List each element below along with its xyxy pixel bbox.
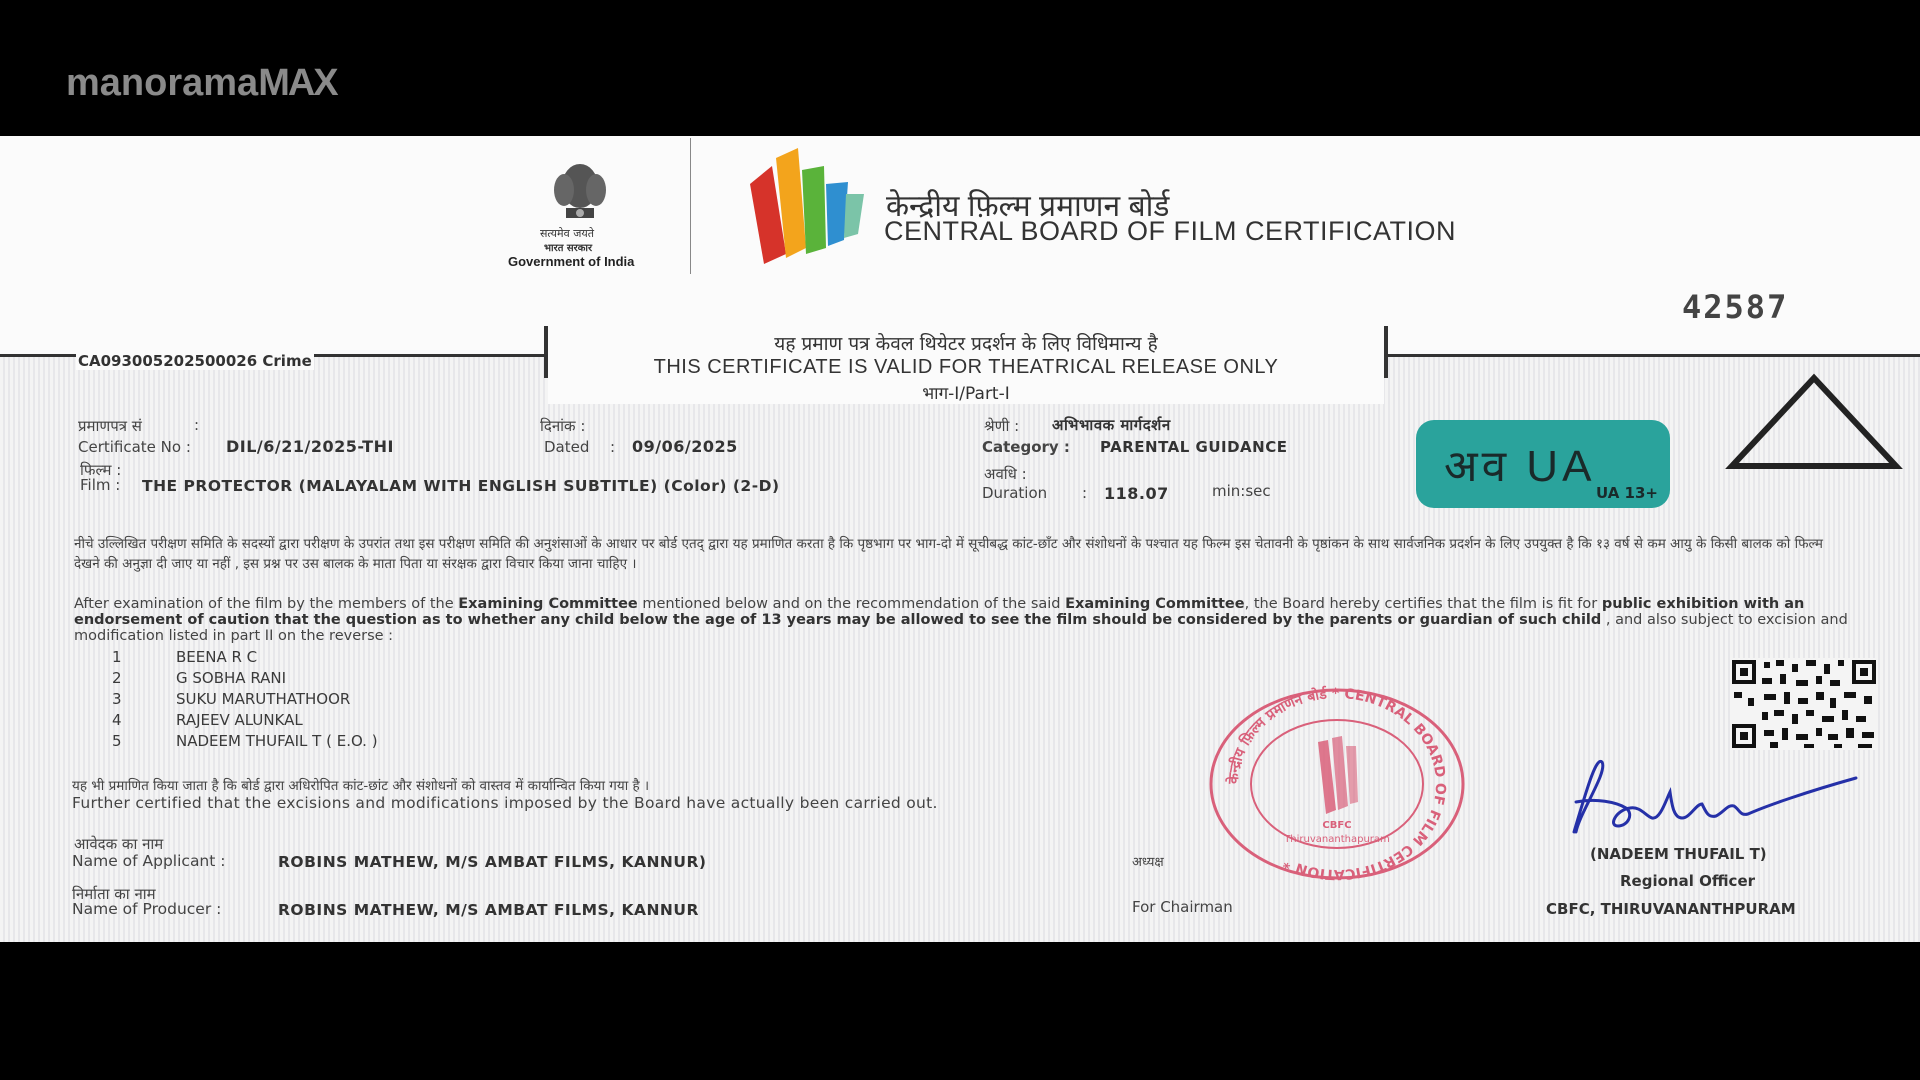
member-name: BEENA R C <box>176 648 258 666</box>
producer-label: Name of Producer : <box>72 900 222 918</box>
qr-code <box>1730 658 1878 750</box>
film-title: THE PROTECTOR (MALAYALAM WITH ENGLISH SUBTITLE) (Color) (2-D) <box>142 477 780 495</box>
watermark-brand: manorama <box>66 62 259 104</box>
category-hindi-label: श्रेणी : <box>984 417 1020 435</box>
validity-hindi: यह प्रमाण पत्र केवल थियेटर प्रदर्शन के लिए विधिमान्य है <box>774 333 1158 355</box>
date-value: 09/06/2025 <box>632 437 738 456</box>
rule-bracket-right <box>1384 326 1388 378</box>
member-name: G SOBHA RANI <box>176 669 287 687</box>
serial-number: 42587 <box>1682 288 1789 326</box>
date-colon: : <box>610 438 616 456</box>
officer-signature <box>1556 752 1866 836</box>
censor-certificate <box>0 136 1920 942</box>
category-value: PARENTAL GUIDANCE <box>1100 438 1288 456</box>
validity-part: भाग-I/Part-I <box>922 384 1010 404</box>
cert-text-part: After examination of the film by the members of the <box>74 596 459 612</box>
triangle-symbol-icon <box>1724 372 1904 472</box>
category-hindi-value: अभिभावक मार्गदर्शन <box>1052 416 1171 434</box>
chairman-hindi: अध्यक्ष <box>1132 855 1164 870</box>
duration-unit: min:sec <box>1212 482 1271 500</box>
rating-sub: UA 13+ <box>1596 484 1658 502</box>
film-label: Film : <box>80 476 121 494</box>
rating-main: अव UA <box>1444 442 1596 491</box>
cbfc-seal-stamp <box>1206 684 1468 884</box>
list-item <box>112 690 350 708</box>
validity-notice <box>548 322 1384 404</box>
member-number: 5 <box>112 732 122 750</box>
rating-badge <box>1416 420 1670 508</box>
cert-text-bold: Examining Committee <box>1065 596 1245 612</box>
cert-text-part: , the Board hereby certifies that the film is fit for <box>1244 596 1602 612</box>
watermark-suffix: MAX <box>258 62 337 104</box>
certification-text-english <box>74 596 1848 644</box>
emblem-motto: सत्यमेव जयते <box>540 227 595 240</box>
member-number: 3 <box>112 690 122 708</box>
cert-text-part: mentioned below and on the recommendation of the said <box>637 596 1066 612</box>
cert-no-hindi-label: प्रमाणपत्र सं <box>78 417 142 435</box>
duration-colon: : <box>1082 484 1088 502</box>
applicant-value: ROBINS MATHEW, M/S AMBAT FILMS, KANNUR) <box>278 853 707 871</box>
header-divider <box>690 138 691 274</box>
date-label: Dated <box>544 438 590 456</box>
duration-value: 118.07 <box>1104 484 1169 503</box>
board-name-english: CENTRAL BOARD OF FILM CERTIFICATION <box>884 216 1457 246</box>
reference-number: CA093005202500026 Crime <box>78 352 312 370</box>
signatory-role: Regional Officer <box>1620 872 1756 890</box>
category-label: Category : <box>982 438 1070 456</box>
further-cert-hindi: यह भी प्रमाणित किया जाता है कि बोर्ड द्वारा अधिरोपित कांट-छांट और संशोधनों को वास्तव में कार्यान्वित किया गया है । <box>72 778 650 794</box>
list-item <box>112 669 286 687</box>
duration-label: Duration <box>982 484 1048 502</box>
signatory-office: CBFC, THIRUVANANTHPURAM <box>1546 900 1796 918</box>
rule-right <box>1386 354 1920 357</box>
date-hindi-label: दिनांक : <box>540 417 586 435</box>
cert-text-bold: Examining Committee <box>458 596 638 612</box>
gov-hindi: भारत सरकार <box>544 243 593 254</box>
member-name: RAJEEV ALUNKAL <box>176 711 303 729</box>
cert-no-hindi-colon: : <box>194 416 200 434</box>
member-number: 4 <box>112 711 122 729</box>
manorama-max-watermark <box>66 62 337 105</box>
cert-no-label: Certificate No : <box>78 438 191 456</box>
cert-no-value: DIL/6/21/2025-THI <box>226 437 394 456</box>
film-hindi-label: फिल्म : <box>80 461 122 479</box>
producer-hindi-label: निर्माता का नाम <box>72 885 156 903</box>
board-name-hindi: केन्द्रीय फ़िल्म प्रमाणन बोर्ड <box>886 190 1170 223</box>
duration-hindi-label: अवधि : <box>984 465 1027 483</box>
cert-text-part: , and also subject to excision and modification listed in part II on the reverse : <box>74 612 1848 644</box>
cbfc-logo-icon <box>746 144 866 268</box>
signatory-name: (NADEEM THUFAIL T) <box>1590 845 1767 863</box>
list-item <box>112 732 378 750</box>
member-number: 1 <box>112 648 122 666</box>
applicant-label: Name of Applicant : <box>72 852 226 870</box>
producer-value: ROBINS MATHEW, M/S AMBAT FILMS, KANNUR <box>278 901 699 919</box>
cert-text-bold: public exhibition with an endorsement of caution that the question as to whether any child below the age of 13 years may be allowed to see the film should be considered by the parents or guardian of such child <box>74 596 1805 628</box>
gov-english: Government of India <box>508 254 635 269</box>
member-name: SUKU MARUTHATHOOR <box>176 690 351 708</box>
further-cert-english: Further certified that the excisions and modifications imposed by the Board have actually been carried out. <box>72 794 938 812</box>
validity-english: THIS CERTIFICATE IS VALID FOR THEATRICAL RELEASE ONLY <box>653 356 1279 378</box>
member-number: 2 <box>112 669 122 687</box>
list-item <box>112 711 303 729</box>
list-item <box>112 648 257 666</box>
chairman-english: For Chairman <box>1132 898 1233 916</box>
certification-text-hindi: नीचे उल्लिखित परीक्षण समिति के सदस्यों द्वारा परीक्षण के उपरांत तथा इस परीक्षण समिति की अनुशंसाओं के आधार पर बोर्ड एतद् द्वारा यह प्रमाणित करता है कि पृष्ठभाग पर भाग-दो में सूचीबद्ध कांट-छाँट और संशोधनों के पश्चात यह फिल्म इस चेतावनी के पृष्ठांकन के साथ सार्वजनिक प्रदर्शन के लिए उपयुक्त है कि १३ वर्ष से कम आयु के किसी बालक को फिल्म देखने की अनुज्ञा दी जाए या नहीं , इस प्रश्न पर उस बालक के माता पिता या संरक्षक द्वारा विचार किया जाना चाहिए । <box>74 536 1823 572</box>
seal-center-text: CBFC <box>1322 820 1352 831</box>
ashoka-emblem-icon <box>530 150 630 230</box>
applicant-hindi-label: आवेदक का नाम <box>74 835 164 853</box>
seal-ring-text: केन्द्रीय फ़िल्म प्रमाणन बोर्ड * CENTRAL BOARD OF FILM CERTIFICATION * <box>1225 685 1449 883</box>
member-name: NADEEM THUFAIL T ( E.O. ) <box>176 732 378 750</box>
seal-city-text: Thiruvananthapuram <box>1284 834 1390 845</box>
